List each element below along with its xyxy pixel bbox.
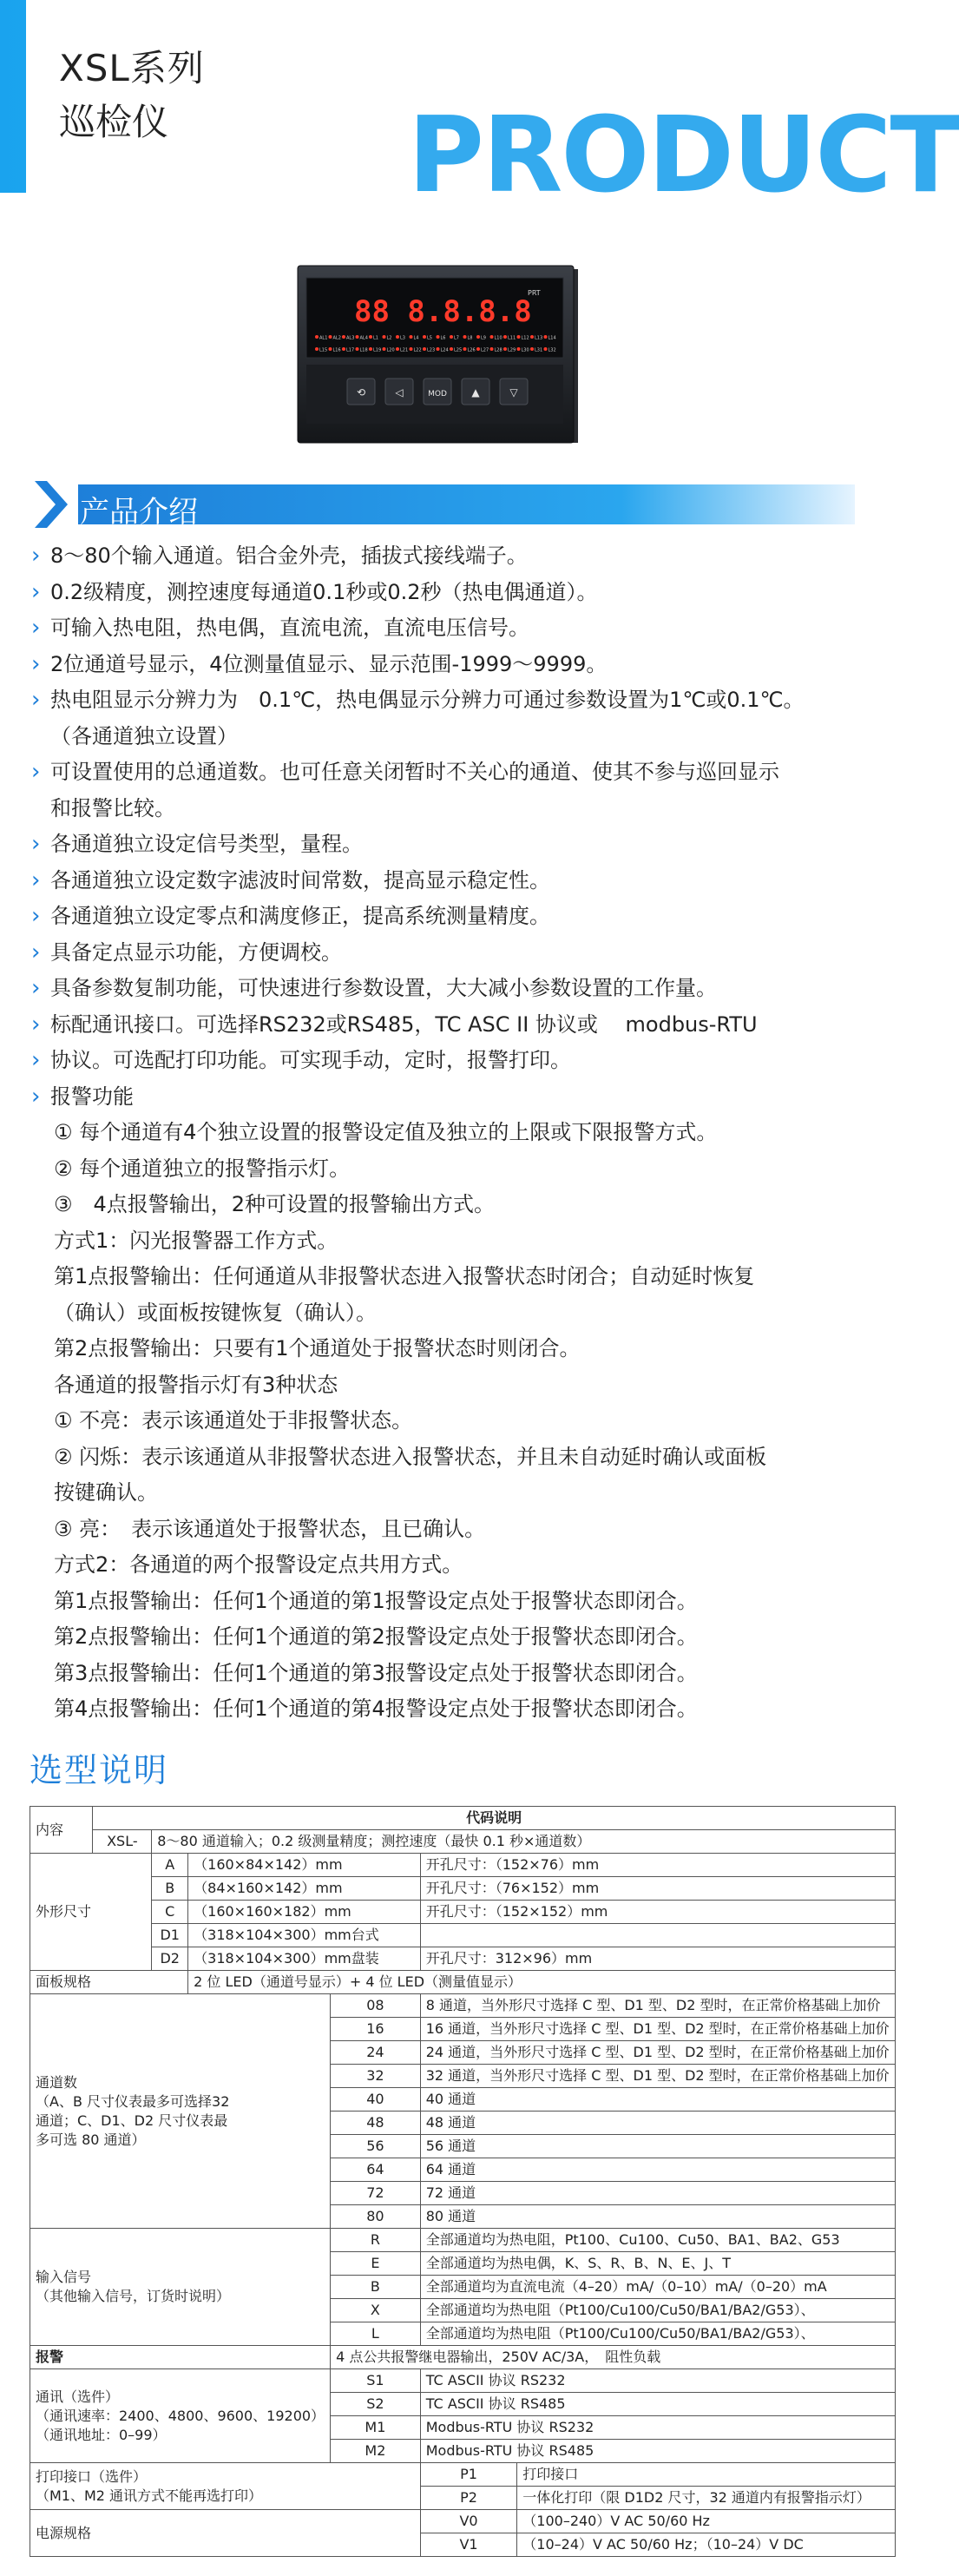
input-desc: 全部通道均为热电阻（Pt100/Cu100/Cu50/BA1/BA2/G53）、 [420, 2299, 895, 2322]
comm-code: S2 [331, 2393, 421, 2416]
bullet-chevron-icon: › [31, 615, 41, 641]
alarm-led [517, 335, 521, 339]
intro-line-text: 可设置使用的总通道数。也可任意关闭暂时不关心的通道、使其不参与巡回显示 [50, 760, 779, 784]
intro-line-text: 按键确认。 [54, 1480, 158, 1505]
bullet-chevron-icon: › [31, 759, 41, 785]
intro-line [35, 1584, 859, 1620]
intro-line-text: 具备定点显示功能，方便调校。 [50, 939, 342, 965]
alarm-led [410, 335, 413, 339]
intro-line [31, 1007, 859, 1044]
alarm-led-label: L10 [494, 335, 502, 341]
bullet-chevron-icon: › [31, 650, 41, 677]
intro-line [31, 682, 859, 719]
alarm-led-label: AL4 [359, 335, 368, 341]
alarm-led-label: L29 [508, 347, 516, 353]
alarm-led [476, 347, 480, 351]
alarm-led-label: L3 [400, 335, 405, 341]
intro-line-text: ① 不亮：表示该通道处于非报警状态。 [54, 1408, 413, 1433]
alarm-led-label: L23 [427, 347, 436, 353]
model-desc: 8～80 通道输入；0.2 级测量精度；测控速度（最快 0.1 秒×通道数） [152, 1830, 895, 1854]
input-code: E [331, 2252, 421, 2276]
intro-line-text: 各通道独立设定数字滤波时间常数，提高显示稳定性。 [50, 867, 550, 893]
header-banner [0, 0, 959, 216]
alarm-led [530, 335, 534, 339]
alarm-led [396, 347, 399, 351]
intro-line-text: （各通道独立设置） [50, 723, 238, 748]
table-row [30, 2346, 896, 2369]
alarm-led-label: L14 [548, 335, 556, 341]
intro-line [35, 1619, 859, 1656]
channel-code: 32 [331, 2065, 421, 2088]
alarm-led-label: L17 [346, 347, 355, 353]
intro-line-text: ③ 亮： 表示该通道处于报警状态，且已确认。 [54, 1516, 486, 1541]
table-row [30, 1877, 896, 1901]
alarm-led [530, 347, 534, 351]
header-code-desc: 代码说明 [93, 1807, 895, 1830]
intro-line [35, 791, 859, 827]
alarm-led [490, 335, 494, 339]
table-cell-line: （M1、M2 通讯方式不能再选打印） [36, 2487, 263, 2504]
input-code: L [331, 2322, 421, 2346]
alarm-led [342, 335, 345, 339]
intro-line-text: 热电阻显示分辨力为 0.1℃，热电偶显示分辨力可通过参数设置为1℃或0.1℃。 [50, 688, 805, 712]
dim-code: B [152, 1877, 188, 1901]
intro-line-text: ① 每个通道有4个独立设置的报警设定值及独立的上限或下限报警方式。 [54, 1120, 718, 1144]
channel-desc: 32 通道，当外形尺寸选择 C 型、D1 型、D2 型时，在正常价格基础上加价 [420, 2065, 895, 2088]
intro-line-text: 协议。可选配打印功能。可实现手动，定时，报警打印。 [50, 1048, 571, 1072]
intro-line [31, 935, 859, 972]
intro-line-text: 第1点报警输出：任何通道从非报警状态进入报警状态时闭合；自动延时恢复 [54, 1264, 755, 1288]
alarm-led [503, 347, 507, 351]
alarm-led [544, 347, 548, 351]
input-code: R [331, 2229, 421, 2252]
model-code: XSL- [93, 1830, 152, 1854]
intro-line-text: 和报警比较。 [50, 795, 175, 820]
intro-line [35, 1403, 859, 1440]
bullet-chevron-icon: › [31, 975, 41, 1001]
alarm-led [463, 335, 467, 339]
bullet-chevron-icon: › [31, 1011, 41, 1038]
intro-line [31, 575, 859, 611]
power-desc: （100–240）V AC 50/60 Hz [517, 2510, 895, 2533]
alarm-led [342, 347, 345, 351]
channel-code: 24 [331, 2041, 421, 2065]
alarm-led-label: L20 [386, 347, 395, 353]
channel-code: 64 [331, 2158, 421, 2182]
alarm-led [503, 335, 507, 339]
device-key-label: ◁ [395, 386, 404, 399]
channel-code: 80 [331, 2205, 421, 2229]
dim-size: （160×160×182）mm [188, 1901, 421, 1924]
alarm-led [329, 347, 332, 351]
alarm-led [369, 335, 372, 339]
alarm-led [450, 335, 453, 339]
model-selection-table [30, 1806, 896, 2557]
channel-code: 72 [331, 2182, 421, 2205]
intro-line [35, 1295, 859, 1332]
bullet-chevron-icon: › [31, 831, 41, 857]
device-photo [293, 260, 580, 447]
table-row [30, 1971, 896, 1994]
intro-line [35, 1187, 859, 1223]
comm-desc: TC ASCII 协议 RS485 [420, 2393, 895, 2416]
print-code: P1 [420, 2463, 517, 2487]
device-key-label: ⟲ [356, 386, 366, 399]
table-row [30, 1854, 896, 1877]
channel-code: 08 [331, 1994, 421, 2018]
label-input [30, 2229, 331, 2346]
intro-line-text: 各通道独立设定信号类型，量程。 [50, 832, 363, 856]
intro-line [35, 1691, 859, 1728]
intro-line-text: 标配通讯接口。可选择RS232或RS485，TC ASC II 协议或 modbus-RTU [50, 1011, 758, 1037]
alarm-led-label: L7 [454, 335, 459, 341]
comm-code: S1 [331, 2369, 421, 2393]
alarm-led-label: L28 [494, 347, 502, 353]
alarm-led [315, 347, 319, 351]
channel-desc: 40 通道 [420, 2088, 895, 2112]
alarm-led-label: L4 [413, 335, 419, 341]
alarm-led-label: L32 [548, 347, 556, 353]
table-cell-line: 通道数 [36, 2073, 78, 2091]
intro-line-text: 0.2级精度，测控速度每通道0.1秒或0.2秒（热电偶通道）。 [50, 579, 598, 604]
intro-line [31, 971, 859, 1007]
intro-line [35, 1259, 859, 1295]
label-channels [30, 1994, 331, 2229]
intro-line-text: 各通道独立设定零点和满度修正，提高系统测量精度。 [50, 904, 550, 928]
dim-cutout: 开孔尺寸：（152×76）mm [420, 1854, 895, 1877]
alarm-led [410, 347, 413, 351]
channel-desc: 64 通道 [420, 2158, 895, 2182]
channel-code: 16 [331, 2018, 421, 2041]
table-cell-line: 通讯（选件） [36, 2388, 120, 2405]
dim-code: C [152, 1901, 188, 1924]
table-row [30, 2229, 896, 2252]
intro-line [31, 647, 859, 683]
alarm-led [315, 335, 319, 339]
table-row [30, 2463, 896, 2487]
device-display-digits: 88 8.8.8.8 [354, 294, 532, 329]
alarm-led-label: L2 [386, 335, 392, 341]
intro-line [35, 1367, 859, 1404]
table-row [30, 1947, 896, 1971]
alarm-led-label: AL3 [346, 335, 355, 341]
alarm-led-label: L15 [319, 347, 328, 353]
alarm-led [356, 335, 359, 339]
intro-line-text: 方式2：各通道的两个报警设定点共用方式。 [54, 1552, 463, 1577]
comm-desc: TC ASCII 协议 RS232 [420, 2369, 895, 2393]
alarm-led-label: L12 [521, 335, 529, 341]
alarm-led [463, 347, 467, 351]
input-code: X [331, 2299, 421, 2322]
alarm-led [369, 347, 372, 351]
power-code: V1 [420, 2533, 517, 2557]
intro-line [35, 1151, 859, 1188]
panel-desc: 2 位 LED（通道号显示）+ 4 位 LED（测量值显示） [188, 1971, 896, 1994]
alarm-led [356, 347, 359, 351]
intro-line [31, 863, 859, 899]
alarm-led [383, 347, 386, 351]
device-key-label: ▲ [471, 386, 480, 399]
alarm-led [383, 335, 386, 339]
input-desc: 全部通道均为热电阻，Pt100、Cu100、Cu50、BA1、BA2、G53 [420, 2229, 895, 2252]
label-alarm: 报警 [30, 2346, 331, 2369]
alarm-led [437, 335, 440, 339]
comm-desc: Modbus-RTU 协议 RS232 [420, 2416, 895, 2440]
intro-line [31, 538, 859, 575]
alarm-led-label: L27 [481, 347, 489, 353]
alarm-led-label: L22 [413, 347, 422, 353]
intro-line-text: 第1点报警输出：任何1个通道的第1报警设定点处于报警状态即闭合。 [54, 1588, 698, 1613]
channel-desc: 8 通道，当外形尺寸选择 C 型、D1 型、D2 型时，在正常价格基础上加价 [420, 1994, 895, 2018]
alarm-led-label: L13 [535, 335, 543, 341]
table-cell-line: 多可选 80 通道） [36, 2131, 146, 2148]
intro-line-text: ③ 4点报警输出，2种可设置的报警输出方式。 [54, 1192, 496, 1216]
intro-line-text: 方式1：闪光报警器工作方式。 [54, 1228, 338, 1253]
intro-line-text: 各通道的报警指示灯有3种状态 [54, 1372, 338, 1397]
banner-watermark: PRODUCT [408, 96, 959, 216]
channel-desc: 16 通道，当外形尺寸选择 C 型、D1 型、D2 型时，在正常价格基础上加价 [420, 2018, 895, 2041]
intro-line [35, 1547, 859, 1584]
channel-desc: 72 通道 [420, 2182, 895, 2205]
intro-section-header [35, 483, 855, 530]
label-content: 内容 [30, 1807, 93, 1854]
power-desc: （10–24）V AC 50/60 Hz；（10–24）V DC [517, 2533, 895, 2557]
alarm-led-label: AL1 [319, 335, 328, 341]
chevron-right-icon [35, 481, 76, 528]
label-panel: 面板规格 [30, 1971, 188, 1994]
print-desc: 一体化打印（限 D1D2 尺寸，32 通道内有报警指示灯） [517, 2487, 895, 2510]
table-cell-line: 打印接口（选件） [36, 2467, 148, 2485]
device-keypad [347, 379, 528, 405]
alarm-led-label: L5 [427, 335, 432, 341]
intro-line-text: 第2点报警输出：任何1个通道的第2报警设定点处于报警状态即闭合。 [54, 1624, 698, 1649]
intro-line-text: 第4点报警输出：任何1个通道的第4报警设定点处于报警状态即闭合。 [54, 1696, 698, 1721]
device-key-label: MOD [428, 390, 447, 399]
table-row [30, 1924, 896, 1947]
intro-heading: 产品介绍 [80, 495, 198, 530]
alarm-led [544, 335, 548, 339]
selection-title: 选型说明 [30, 1751, 169, 1789]
device-key-label: ▽ [509, 386, 518, 399]
alarm-led-label: L21 [400, 347, 409, 353]
alarm-led-label: L31 [535, 347, 543, 353]
alarm-desc: 4 点公共报警继电器输出，250V AC/3A， 阻性负载 [331, 2346, 896, 2369]
intro-line-text: 可输入热电阻，热电偶，直流电流，直流电压信号。 [50, 616, 529, 640]
intro-line-text: 报警功能 [50, 1084, 134, 1109]
intro-line [31, 610, 859, 647]
label-dimensions: 外形尺寸 [30, 1854, 152, 1971]
alarm-led [423, 335, 426, 339]
intro-line [35, 1115, 859, 1151]
bullet-chevron-icon: › [31, 866, 41, 893]
alarm-led [396, 335, 399, 339]
alarm-led [476, 335, 480, 339]
intro-line-text: 2位通道号显示，4位测量值显示、显示范围-1999～9999。 [50, 651, 608, 676]
label-comm [30, 2369, 331, 2463]
dim-code: D1 [152, 1924, 188, 1947]
alarm-led-label: L11 [508, 335, 516, 341]
alarm-led-label: L25 [454, 347, 463, 353]
intro-line [31, 754, 859, 791]
label-power: 电源规格 [30, 2510, 421, 2557]
channel-desc: 56 通道 [420, 2135, 895, 2158]
channel-desc: 48 通道 [420, 2112, 895, 2135]
alarm-led-label: L30 [521, 347, 529, 353]
table-cell-line: （其他输入信号，订货时说明） [36, 2288, 231, 2304]
table-cell-line: 通道；C、D1、D2 尺寸仪表最 [36, 2112, 228, 2129]
intro-line [35, 1223, 859, 1260]
intro-line-text: 8～80个输入通道。铝合金外壳，插拔式接线端子。 [50, 544, 528, 568]
bullet-chevron-icon: › [31, 543, 41, 569]
table-row [30, 1994, 896, 2018]
comm-code: M2 [331, 2440, 421, 2463]
intro-line [31, 1043, 859, 1079]
table-row [30, 2510, 896, 2533]
intro-line-text: ② 每个通道独立的报警指示灯。 [54, 1156, 351, 1181]
alarm-led [437, 347, 440, 351]
intro-list [31, 538, 859, 1728]
input-desc: 全部通道均为热电阻（Pt100/Cu100/Cu50/BA1/BA2/G53）、 [420, 2322, 895, 2346]
channel-code: 48 [331, 2112, 421, 2135]
intro-line-text: ② 闪烁：表示该通道从非报警状态进入报警状态，并且未自动延时确认或面板 [54, 1444, 767, 1469]
label-print [30, 2463, 421, 2510]
channel-desc: 24 通道，当外形尺寸选择 C 型、D1 型、D2 型时，在正常价格基础上加价 [420, 2041, 895, 2065]
alarm-led-label: L9 [481, 335, 486, 341]
alarm-led [490, 347, 494, 351]
bullet-chevron-icon: › [31, 903, 41, 929]
dim-code: D2 [152, 1947, 188, 1971]
intro-line [35, 1440, 859, 1476]
dim-size: （318×104×300）mm台式 [188, 1924, 421, 1947]
alarm-led [329, 335, 332, 339]
intro-line [35, 1475, 859, 1512]
bullet-chevron-icon: › [31, 1083, 41, 1110]
alarm-led-label: L26 [467, 347, 476, 353]
bullet-chevron-icon: › [31, 939, 41, 965]
dim-size: （318×104×300）mm盘装 [188, 1947, 421, 1971]
device-small-label: PRT [528, 289, 541, 297]
input-code: B [331, 2276, 421, 2299]
intro-line [35, 1331, 859, 1367]
alarm-led-label: L16 [332, 347, 341, 353]
alarm-led-label: AL2 [332, 335, 341, 341]
dim-cutout: 开孔尺寸：（152×152）mm [420, 1901, 895, 1924]
power-code: V0 [420, 2510, 517, 2533]
table-cell-line: （通讯地址：0–99） [36, 2426, 167, 2443]
alarm-led [423, 347, 426, 351]
comm-desc: Modbus-RTU 协议 RS485 [420, 2440, 895, 2463]
intro-line-text: （确认）或面板按键恢复（确认）。 [54, 1300, 377, 1325]
channel-desc: 80 通道 [420, 2205, 895, 2229]
intro-line [35, 719, 859, 755]
table-row [30, 2369, 896, 2393]
banner-title-product: 巡检仪 [59, 101, 169, 143]
alarm-led-label: L6 [440, 335, 446, 341]
dim-cutout: 开孔尺寸：（76×152）mm [420, 1877, 895, 1901]
dim-size: （84×160×142）mm [188, 1877, 421, 1901]
table-row [30, 1830, 896, 1854]
bullet-chevron-icon: › [31, 687, 41, 713]
intro-line [31, 827, 859, 863]
table-row [30, 1901, 896, 1924]
intro-line [31, 899, 859, 935]
table-cell-line: （通讯速率：2400、4800、9600、19200） [36, 2407, 325, 2424]
alarm-led-label: L1 [373, 335, 378, 341]
banner-title-series: XSL系列 [59, 47, 205, 89]
comm-code: M1 [331, 2416, 421, 2440]
print-code: P2 [420, 2487, 517, 2510]
print-desc: 打印接口 [517, 2463, 895, 2487]
channel-code: 40 [331, 2088, 421, 2112]
input-desc: 全部通道均为热电偶，K、S、R、B、N、E、J、T [420, 2252, 895, 2276]
intro-line-text: 第3点报警输出：任何1个通道的第3报警设定点处于报警状态即闭合。 [54, 1660, 698, 1685]
dim-code: A [152, 1854, 188, 1877]
dim-size: （160×84×142）mm [188, 1854, 421, 1877]
alarm-led [517, 347, 521, 351]
alarm-led-label: L8 [467, 335, 473, 341]
channel-code: 56 [331, 2135, 421, 2158]
dim-cutout: 开孔尺寸：312×96）mm [420, 1947, 895, 1971]
bullet-chevron-icon: › [31, 1047, 41, 1073]
alarm-led [450, 347, 453, 351]
table-row [30, 1807, 896, 1830]
alarm-led-label: L18 [359, 347, 368, 353]
dim-cutout [420, 1924, 895, 1947]
alarm-led-label: L24 [440, 347, 449, 353]
input-desc: 全部通道均为直流电流（4–20）mA/（0–10）mA/（0–20）mA [420, 2276, 895, 2299]
bullet-chevron-icon: › [31, 578, 41, 605]
intro-line [35, 1656, 859, 1692]
alarm-led-label: L19 [373, 347, 382, 353]
intro-line-text: 具备参数复制功能，可快速进行参数设置，大大减小参数设置的工作量。 [50, 976, 717, 1000]
table-cell-line: （A、B 尺寸仪表最多可选择32 [36, 2092, 230, 2110]
intro-line [31, 1079, 859, 1116]
intro-line-text: 第2点报警输出：只要有1个通道处于报警状态时则闭合。 [54, 1336, 581, 1360]
intro-line [35, 1512, 859, 1548]
table-cell-line: 输入信号 [36, 2269, 92, 2285]
